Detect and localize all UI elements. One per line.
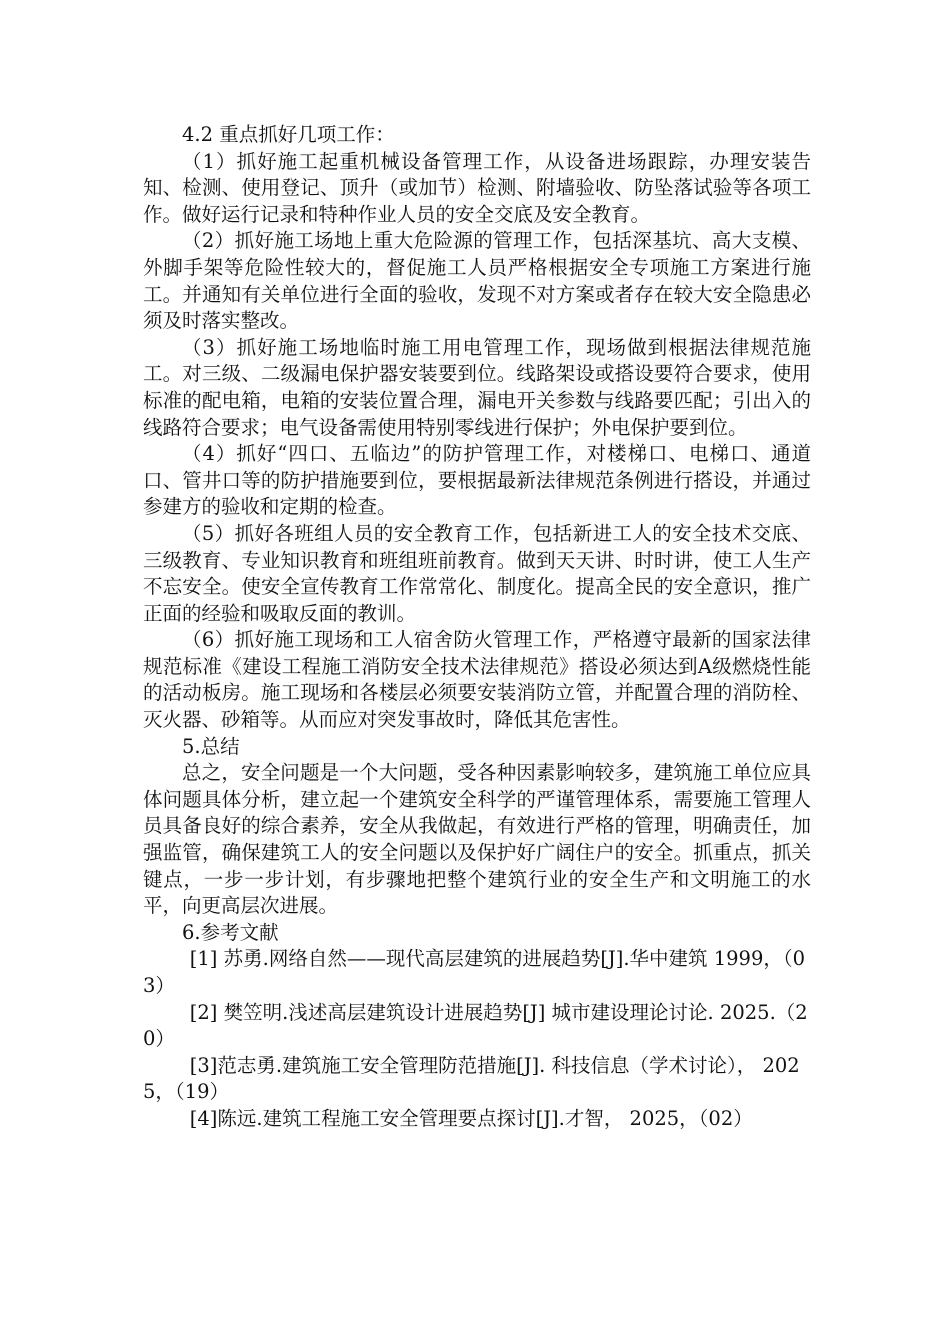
reference-3: [3]范志勇.建筑施工安全管理防范措施[J]. 科技信息（学术讨论）， 2025，（19） <box>143 1053 800 1104</box>
work-item-5: （5）抓好各班组人员的安全教育工作，包括新进工人的安全技术交底、三级教育、专业知识教育和班组班前教育。做到天天讲、时时讲，使工人生产不忘安全。使安全宣传教育工作常常化、制度化。提高全民的安全意识，推广正面的经验和吸取反面的教训。 <box>143 521 811 625</box>
section-6-heading: 6.参考文献 <box>182 920 279 944</box>
reference-1: [1] 苏勇.网络自然——现代高层建筑的进展趋势[J].华中建筑 1999，（03） <box>143 947 806 997</box>
work-item-4: （4）抓好“四口、五临边”的防护管理工作，对楼梯口、电梯口、通道口、管井口等的防护措施要到位，要根据最新法律规范条例进行搭设，并通过参建方的验收和定期的检查。 <box>143 442 811 519</box>
section-5-heading: 5.总结 <box>182 734 240 758</box>
reference-2: [2] 樊笠明.浅述高层建筑设计进展趋势[J] 城市建设理论讨论. 2025.（20） <box>143 1000 808 1051</box>
work-item-6: （6）抓好施工现场和工人宿舍防火管理工作，严格遵守最新的国家法律规范标准《建设工程施工消防安全技术法律规范》搭设必须达到A级燃烧性能的活动板房。施工现场和各楼层必须要安装消防立管，并配置合理的消防栓、灭火器、砂箱等。从而应对突发事故时，降低其危害性。 <box>143 628 811 732</box>
summary-paragraph: 总之，安全问题是一个大问题，受各种因素影响较多，建筑施工单位应具体问题具体分析，建立起一个建筑安全科学的严谨管理体系，需要施工管理人员具备良好的综合素养，安全从我做起，有效进行严格的管理，明确责任，加强监管，确保建筑工人的安全问题以及保护好广阔住户的安全。抓重点，抓关键点，一步一步计划，有步骤地把整个建筑行业的安全生产和文明施工的水平，向更高层次进展。 <box>143 761 811 918</box>
work-item-1: （1）抓好施工起重机械设备管理工作，从设备进场跟踪，办理安装告知、检测、使用登记、顶升（或加节）检测、附墙验收、防坠落试验等各项工作。做好运行记录和特种作业人员的安全交底及安全教育。 <box>143 149 811 226</box>
work-item-3: （3）抓好施工场地临时施工用电管理工作，现场做到根据法律规范施工。对三级、二级漏电保护器安装要到位。线路架设或搭设要符合要求，使用标准的配电箱，电箱的安装位置合理，漏电开关参数与线路要匹配；引出入的线路符合要求；电气设备需使用特别零线进行保护；外电保护要到位。 <box>143 335 811 439</box>
reference-4: [4]陈远.建筑工程施工安全管理要点探讨[J].才智， 2025，（02） <box>189 1106 753 1130</box>
section-4-2-heading: 4.2 重点抓好几项工作： <box>182 123 395 146</box>
work-item-2: （2）抓好施工场地上重大危险源的管理工作，包括深基坑、高大支模、外脚手架等危险性较大的，督促施工人员严格根据安全专项施工方案进行施工。并通知有关单位进行全面的验收，发现不对方案或者存在较大安全隐患必须及时落实整改。 <box>143 229 811 333</box>
document-body <box>143 122 811 1133</box>
